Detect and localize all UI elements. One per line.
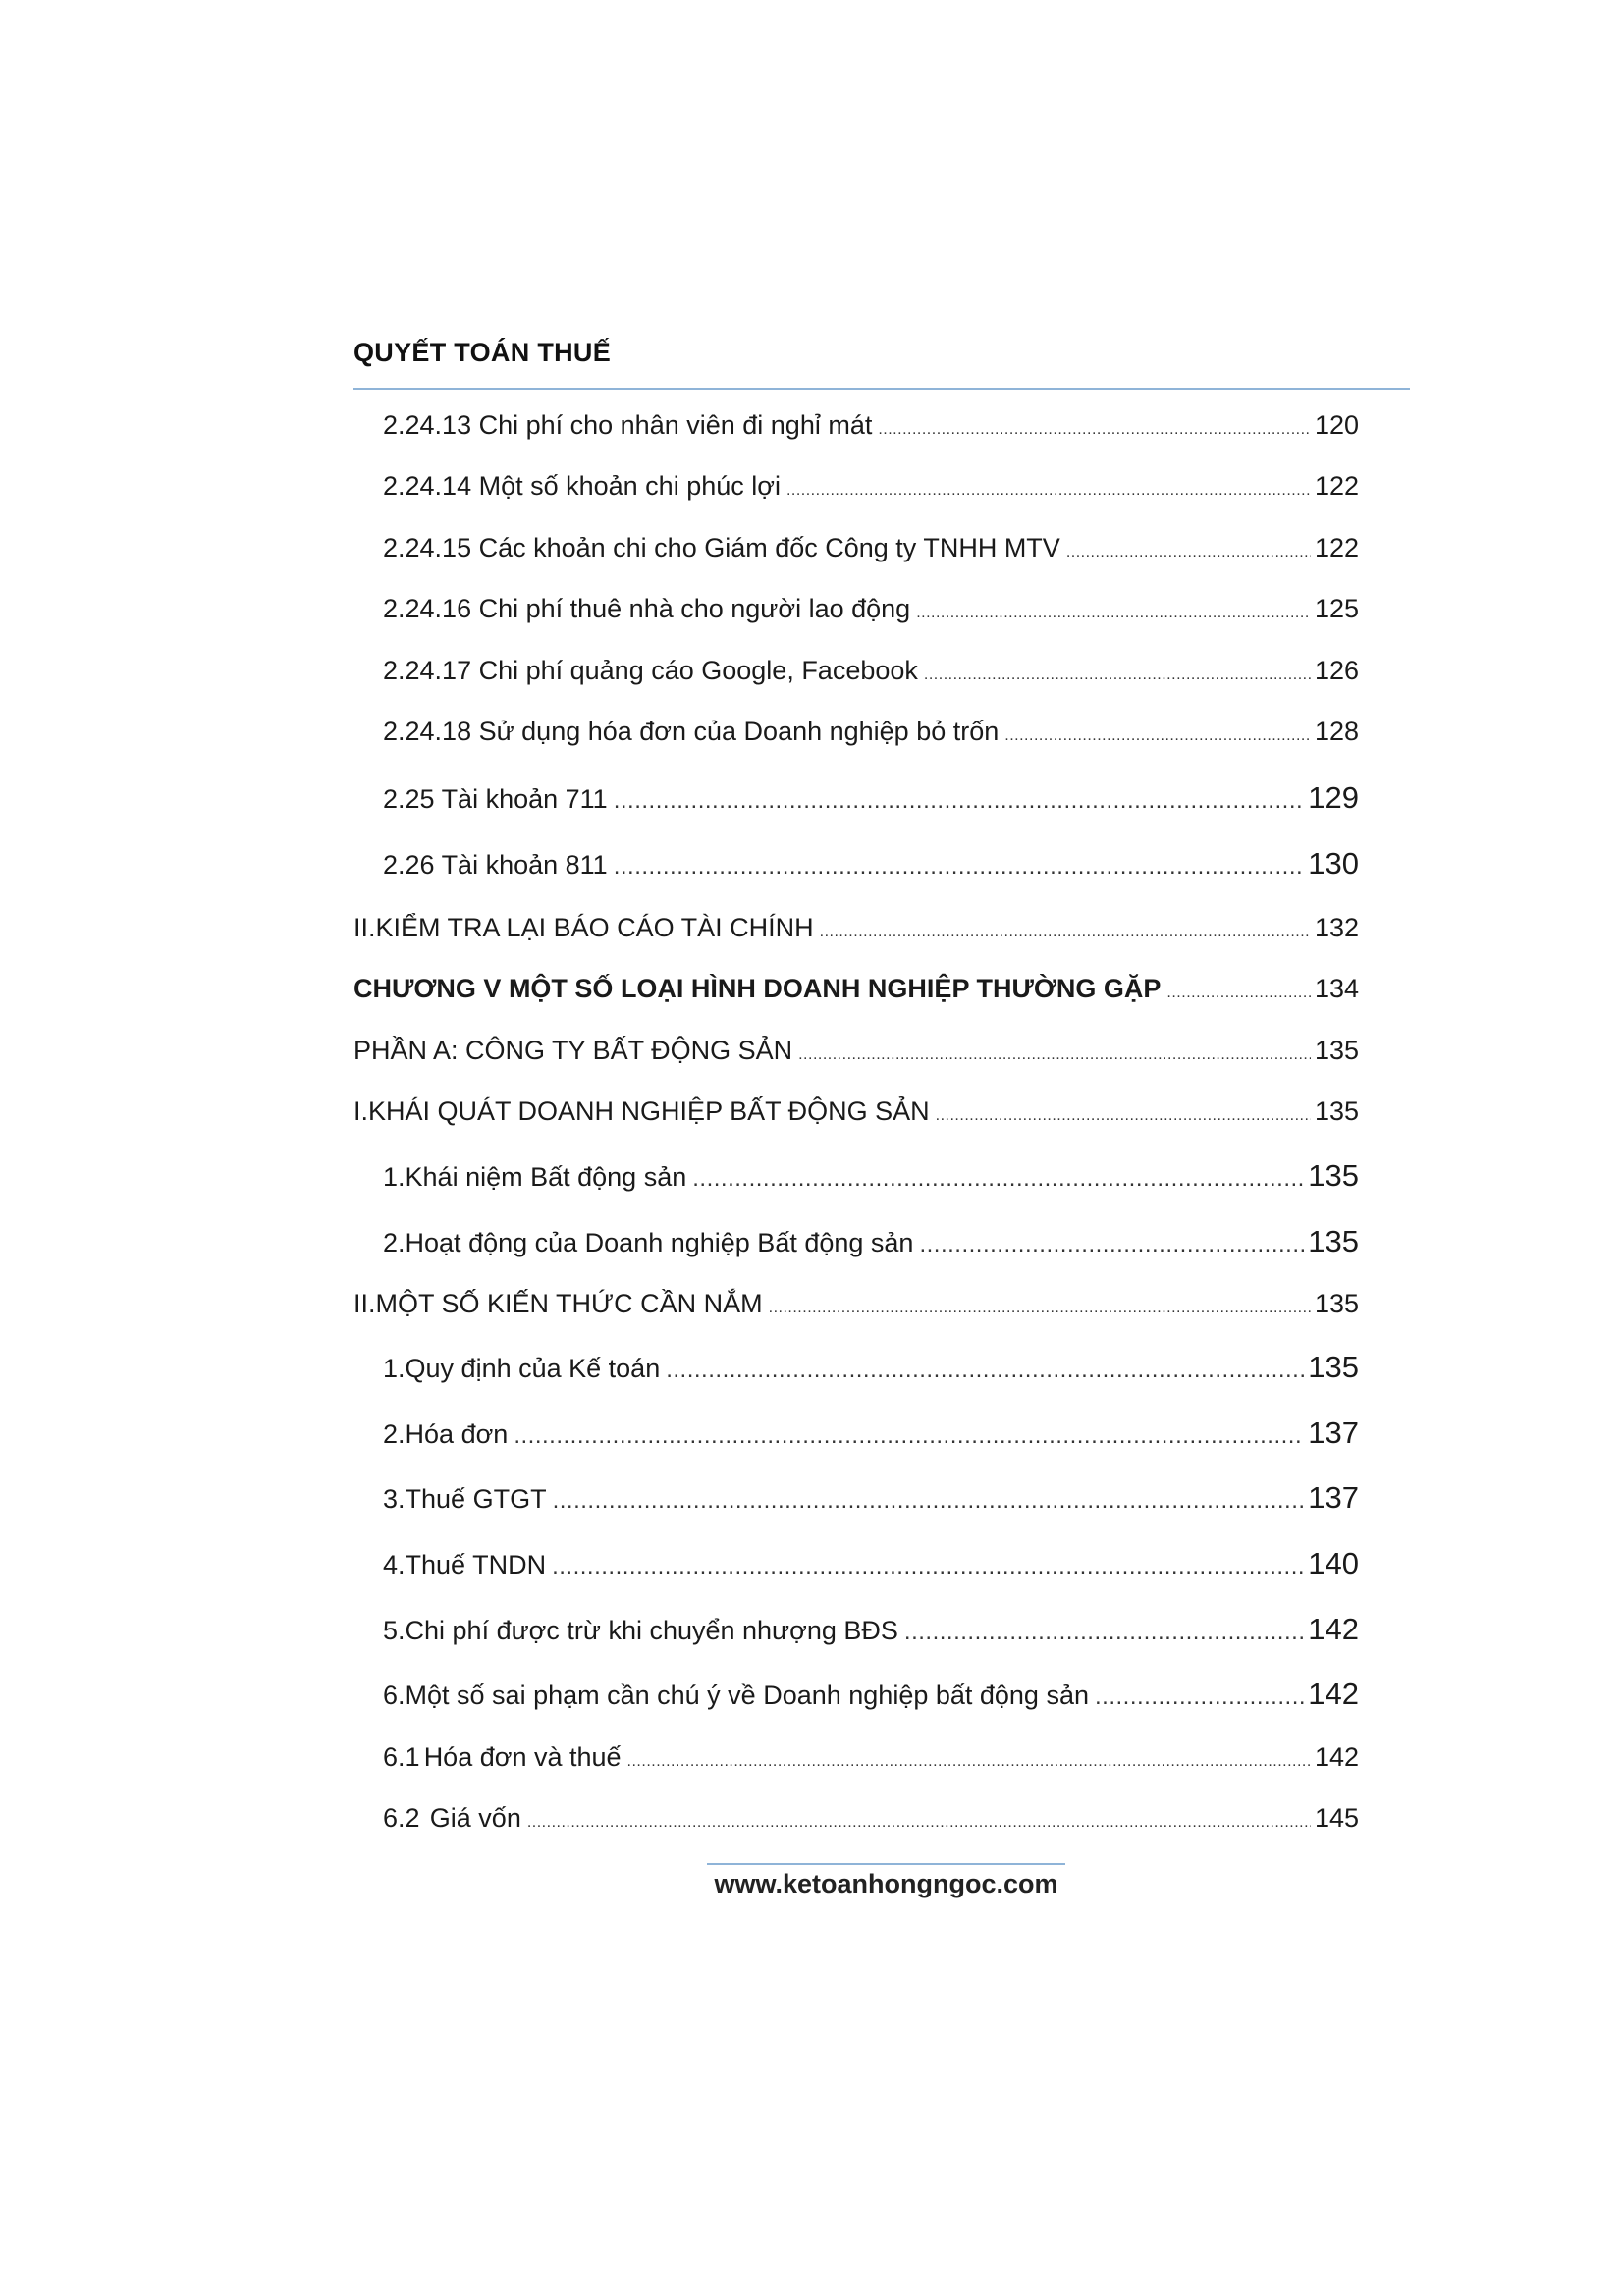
toc-entry-title: Hóa đơn và thuế: [423, 1742, 622, 1772]
dot-leader: [878, 421, 1311, 439]
toc-entry-number: 2.: [383, 1228, 406, 1257]
dot-leader: [514, 1422, 1304, 1450]
toc-entry-page: 129: [1308, 780, 1359, 815]
toc-entry[interactable]: [383, 780, 1359, 820]
toc-entry-page: 135: [1308, 1158, 1359, 1193]
footer-divider: [707, 1863, 1065, 1865]
toc-entry-number: 1.: [383, 1162, 406, 1192]
dot-leader: [916, 605, 1311, 622]
dot-leader: [798, 1046, 1311, 1064]
toc-entry-title: Thuế TNDN: [405, 1550, 547, 1579]
toc-entry[interactable]: [383, 594, 1359, 633]
toc-entry-number: 6.1: [383, 1742, 420, 1772]
toc-entry-page: 134: [1314, 974, 1359, 1003]
toc-entry[interactable]: [383, 1742, 1359, 1782]
toc-entry-page: 135: [1314, 1036, 1359, 1065]
toc-entry[interactable]: [383, 717, 1359, 756]
toc-entry-number: 6.2: [383, 1803, 420, 1833]
toc-entry-page: 135: [1308, 1350, 1359, 1384]
toc-entry-page: 122: [1314, 533, 1359, 562]
toc-entry-title: 2.24.14 Một số khoản chi phúc lợi: [383, 471, 781, 501]
toc-entry-title: 2.24.13 Chi phí cho nhân viên đi nghỉ mát: [383, 410, 873, 440]
toc-entry[interactable]: [353, 1289, 1359, 1328]
toc-entry-title: CHƯƠNG V MỘT SỐ LOẠI HÌNH DOANH NGHIỆP THƯỜNG GẶP: [353, 974, 1162, 1003]
toc-entry-title: Chi phí được trừ khi chuyển nhượng BĐS: [405, 1616, 898, 1645]
toc-entry-title: 2.24.15 Các khoản chi cho Giám đốc Công ty TNHH MTV: [383, 533, 1060, 562]
dot-leader: [614, 853, 1305, 881]
dot-leader: [904, 1619, 1304, 1646]
toc-entry-page: 142: [1308, 1612, 1359, 1646]
toc-entry-number: 3.: [383, 1484, 406, 1514]
toc-entry-number: II.: [353, 913, 376, 942]
toc-entry-page: 135: [1308, 1224, 1359, 1258]
dot-leader: [553, 1487, 1305, 1515]
toc-entry-page: 125: [1314, 594, 1359, 623]
toc-entry[interactable]: [383, 1158, 1359, 1198]
toc-entry-title: Khái niệm Bất động sản: [405, 1162, 687, 1192]
dot-leader: [924, 667, 1311, 684]
toc-entry[interactable]: [383, 471, 1359, 510]
toc-entry-title: Giá vốn: [429, 1803, 521, 1833]
toc-entry-title: Quy định của Kế toán: [405, 1354, 661, 1383]
toc-entry-chapter[interactable]: [353, 974, 1359, 1013]
toc-entry-page: 132: [1314, 913, 1359, 942]
dot-leader: [527, 1814, 1311, 1832]
toc-entry-title: Hóa đơn: [405, 1419, 509, 1449]
toc-entry-title: Thuế GTGT: [405, 1484, 547, 1514]
toc-entry-title: 2.25 Tài khoản 711: [383, 784, 608, 814]
toc-entry-title: KIỂM TRA LẠI BÁO CÁO TÀI CHÍNH: [375, 913, 814, 942]
dot-leader: [1066, 544, 1311, 561]
toc-entry[interactable]: [353, 1096, 1359, 1136]
toc-entry-title: KHÁI QUÁT DOANH NGHIỆP BẤT ĐỘNG SẢN: [368, 1096, 930, 1126]
dot-leader: [692, 1165, 1304, 1193]
dot-leader: [666, 1357, 1304, 1384]
toc-entry-title: PHẦN A: CÔNG TY BẤT ĐỘNG SẢN: [353, 1036, 793, 1065]
toc-entry[interactable]: [383, 1612, 1359, 1651]
dot-leader: [627, 1753, 1311, 1771]
toc-entry-number: 6.: [383, 1681, 406, 1710]
toc-entry[interactable]: [383, 1350, 1359, 1389]
toc-entry[interactable]: [383, 1224, 1359, 1263]
toc-entry-title: 2.26 Tài khoản 811: [383, 850, 608, 880]
toc-entry[interactable]: [383, 1415, 1359, 1455]
toc-entry-title: 2.24.16 Chi phí thuê nhà cho người lao động: [383, 594, 911, 623]
toc-entry-number: 1.: [383, 1354, 406, 1383]
dot-leader: [936, 1107, 1311, 1125]
toc-entry[interactable]: [383, 1480, 1359, 1520]
toc-entry-page: 135: [1314, 1096, 1359, 1126]
dot-leader: [1166, 985, 1311, 1002]
toc-entry-page: 140: [1308, 1546, 1359, 1580]
footer-website: www.ketoanhongngoc.com: [714, 1869, 1058, 1898]
toc-entry[interactable]: [383, 533, 1359, 572]
dot-leader: [786, 482, 1311, 500]
toc-entry-number: 4.: [383, 1550, 406, 1579]
toc-entry-title: Một số sai phạm cần chú ý về Doanh nghiệp bất động sản: [405, 1681, 1089, 1710]
toc-entry-number: II.: [353, 1289, 376, 1318]
toc-entry-page: 130: [1308, 846, 1359, 881]
toc-entry[interactable]: [353, 913, 1359, 952]
dot-leader: [919, 1231, 1304, 1258]
toc-entry-page: 126: [1314, 656, 1359, 685]
toc-entry-page: 135: [1314, 1289, 1359, 1318]
toc-entry[interactable]: [353, 1036, 1359, 1075]
toc-entry-page: 137: [1308, 1480, 1359, 1515]
toc-entry-page: 145: [1314, 1803, 1359, 1833]
toc-entry[interactable]: [383, 656, 1359, 695]
toc-entry-page: 142: [1314, 1742, 1359, 1772]
toc-entry[interactable]: [383, 1546, 1359, 1585]
toc-entry-title: 2.24.18 Sử dụng hóa đơn của Doanh nghiệp bỏ trốn: [383, 717, 1000, 746]
toc-entry[interactable]: [383, 1803, 1359, 1842]
dot-leader: [552, 1553, 1304, 1580]
toc-entry[interactable]: [383, 846, 1359, 885]
toc-entry-page: 142: [1308, 1677, 1359, 1711]
dot-leader: [820, 924, 1311, 941]
dot-leader: [769, 1300, 1311, 1317]
toc-entry-page: 120: [1314, 410, 1359, 440]
toc-entry-title: 2.24.17 Chi phí quảng cáo Google, Facebook: [383, 656, 918, 685]
toc-entry-number: I.: [353, 1096, 369, 1126]
toc-entry-number: 2.: [383, 1419, 406, 1449]
dot-leader: [1095, 1683, 1304, 1711]
toc-entry-page: 137: [1308, 1415, 1359, 1450]
toc-entry-title: Hoạt động của Doanh nghiệp Bất động sản: [405, 1228, 914, 1257]
toc-entry[interactable]: [383, 410, 1359, 450]
toc-entry-title: MỘT SỐ KIẾN THỨC CẦN NẮM: [375, 1289, 763, 1318]
dot-leader: [1004, 727, 1311, 745]
page-header-title: QUYẾT TOÁN THUẾ: [353, 338, 612, 367]
dot-leader: [614, 787, 1305, 815]
toc-entry-number: 5.: [383, 1616, 406, 1645]
toc-entry-page: 122: [1314, 471, 1359, 501]
toc-entry-page: 128: [1314, 717, 1359, 746]
toc-entry[interactable]: [383, 1677, 1359, 1716]
